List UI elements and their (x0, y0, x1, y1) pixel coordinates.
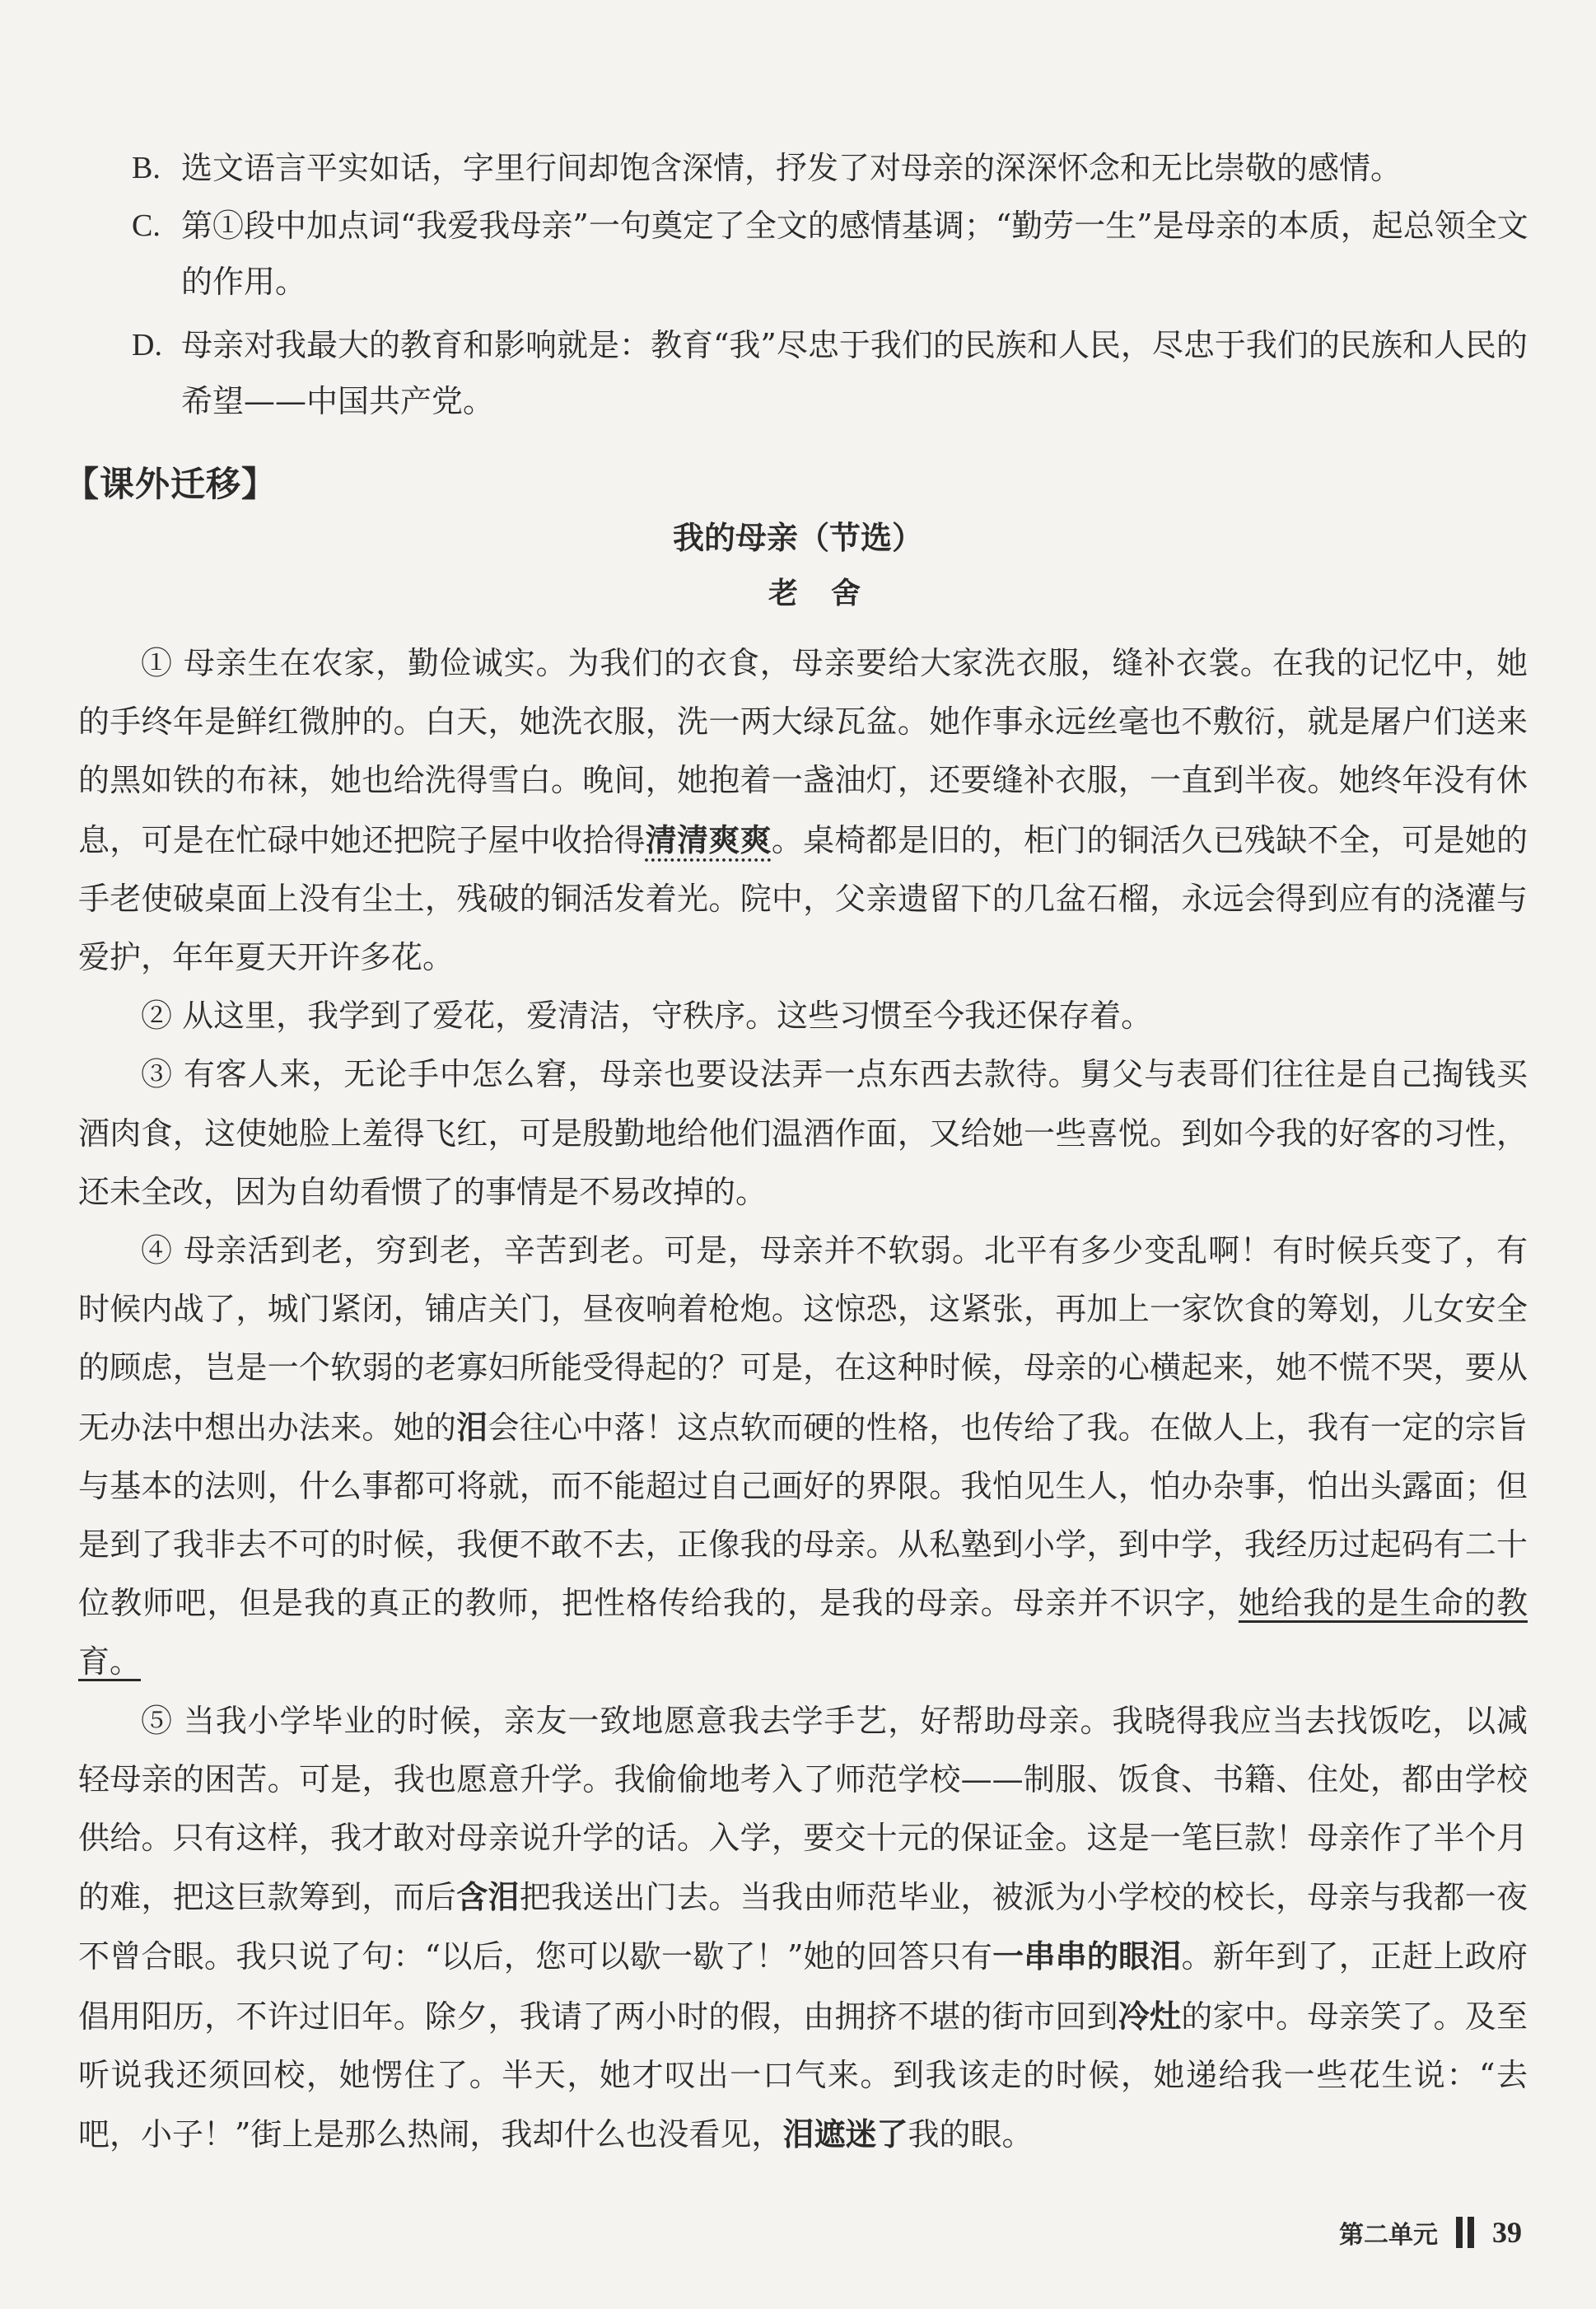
option-letter: B. (132, 151, 161, 185)
page-number: 39 (1492, 2216, 1522, 2249)
paragraph-4: ④ 母亲活到老，穷到老，辛苦到老。可是，母亲并不软弱。北平有多少变乱啊！有时候兵变了，有时候内战了，城门紧闭，铺店关门，昼夜响着枪炮。这惊恐，这紧张，再加上一家饮食的筹划，儿女安全的顾虑，岂是一个软弱的老寡妇所能受得起的？可是，在这种时候，母亲的心横起来，她不慌不哭，要从无办法中想出办法来。她的泪会往心中落！这点软而硬的性格，也传给了我。在做人上，我有一定的宗旨与基本的法则，什么事都可将就，而不能超过自己画好的界限。我怕见生人，怕办杂事，怕出头露面；但是到了我非去不可的时候，我便不敢不去，正像我的母亲。从私塾到小学，到中学，我经历过起码有二十位教师吧，但是我的真正的教师，把性格传给我的，是我的母亲。母亲并不识字，她给我的是生命的教育。 (78, 1232, 1528, 1680)
page-footer (1339, 2214, 1522, 2251)
paragraph-1: ① 母亲生在农家，勤俭诚实。为我们的衣食，母亲要给大家洗衣服，缝补衣裳。在我的记忆中，她的手终年是鲜红微肿的。白天，她洗衣服，洗一两大绿瓦盆。她作事永远丝毫也不敷衍，就是屠户们送来的黑如铁的布袜，她也给洗得雪白。晚间，她抱着一盏油灯，还要缝补衣服，一直到半夜。她终年没有休息，可是在忙碌中她还把院子屋中收拾得清清爽爽。桌椅都是旧的，柜门的铜活久已残缺不全，可是她的手老使破桌面上没有尘土，残破的铜活发着光。院中，父亲遗留下的几盆石榴，永远会得到应有的浇灌与爱护，年年夏天开许多花。 (78, 645, 1528, 976)
option-text: 第①段中加点词“我爱我母亲”一句奠定了全文的感情基调；“勤劳一生”是母亲的本质，起总领全文的作用。 (181, 208, 1528, 300)
decorative-bars-icon (1456, 2217, 1474, 2248)
paragraph-3: ③ 有客人来，无论手中怎么窘，母亲也要设法弄一点东西去款待。舅父与表哥们往往是自己掏钱买酒肉食，这使她脸上羞得飞红，可是殷勤地给他们温酒作面，又给她一些喜悦。到如今我的好客的习性，还未全改，因为自幼看惯了的事情是不易改掉的。 (78, 1056, 1528, 1210)
option-d (132, 317, 1532, 429)
option-b (132, 140, 1532, 196)
option-text: 选文语言平实如话，字里行间却饱含深情，抒发了对母亲的深深怀念和无比崇敬的感情。 (181, 150, 1402, 186)
option-letter: D. (132, 328, 162, 362)
paragraph-5: ⑤ 当我小学毕业的时候，亲友一致地愿意我去学手艺，好帮助母亲。我晓得我应当去找饭吃，以减轻母亲的困苦。可是，我也愿意升学。我偷偷地考入了师范学校——制服、饭食、书籍、住处，都由学校供给。只有这样，我才敢对母亲说升学的话。入学，要交十元的保证金。这是一笔巨款！母亲作了半个月的难，把这巨款筹到，而后含泪把我送出门去。当我由师范毕业，被派为小学校的校长，母亲与我都一夜不曾合眼。我只说了句：“以后，您可以歇一歇了！”她的回答只有一串串的眼泪。新年到了，正赶上政府倡用阳历，不许过旧年。除夕，我请了两小时的假，由拥挤不堪的街市回到冷灶的家中。母亲笑了。及至听说我还须回校，她愣住了。半天，她才叹出一口气来。到我该走的时候，她递给我一些花生说：“去吧，小子！”街上是那么热闹，我却什么也没看见，泪遮迷了我的眼。 (78, 1702, 1528, 2153)
bold-emphasis: 一串串的眼泪 (992, 1937, 1182, 1975)
section-heading: 【课外迁移】 (64, 464, 278, 504)
paragraph-2: ② 从这里，我学到了爱花，爱清洁，守秩序。这些习惯至今我还保存着。 (141, 998, 1153, 1035)
article-body (78, 634, 1528, 2164)
bold-emphasis: 泪遮迷了 (782, 2115, 908, 2153)
unit-label: 第二单元 (1339, 2221, 1438, 2250)
article-title: 我的母亲（节选） (672, 519, 923, 556)
dotted-emphasis: 清清爽爽 (645, 820, 772, 858)
underlined-sentence: 她给我的是生命的教育。 (78, 1585, 1528, 1680)
bold-emphasis: 冷灶 (1118, 1997, 1182, 2035)
bold-emphasis: 泪 (456, 1408, 488, 1446)
option-c (132, 198, 1532, 310)
article-author: 老舍 (768, 576, 894, 610)
bold-emphasis: 含泪 (456, 1878, 520, 1916)
option-text: 母亲对我最大的教育和影响就是：教育“我”尽忠于我们的民族和人民，尽忠于我们的民族和人民的希望——中国共产党。 (181, 327, 1528, 419)
option-letter: C. (132, 208, 161, 243)
